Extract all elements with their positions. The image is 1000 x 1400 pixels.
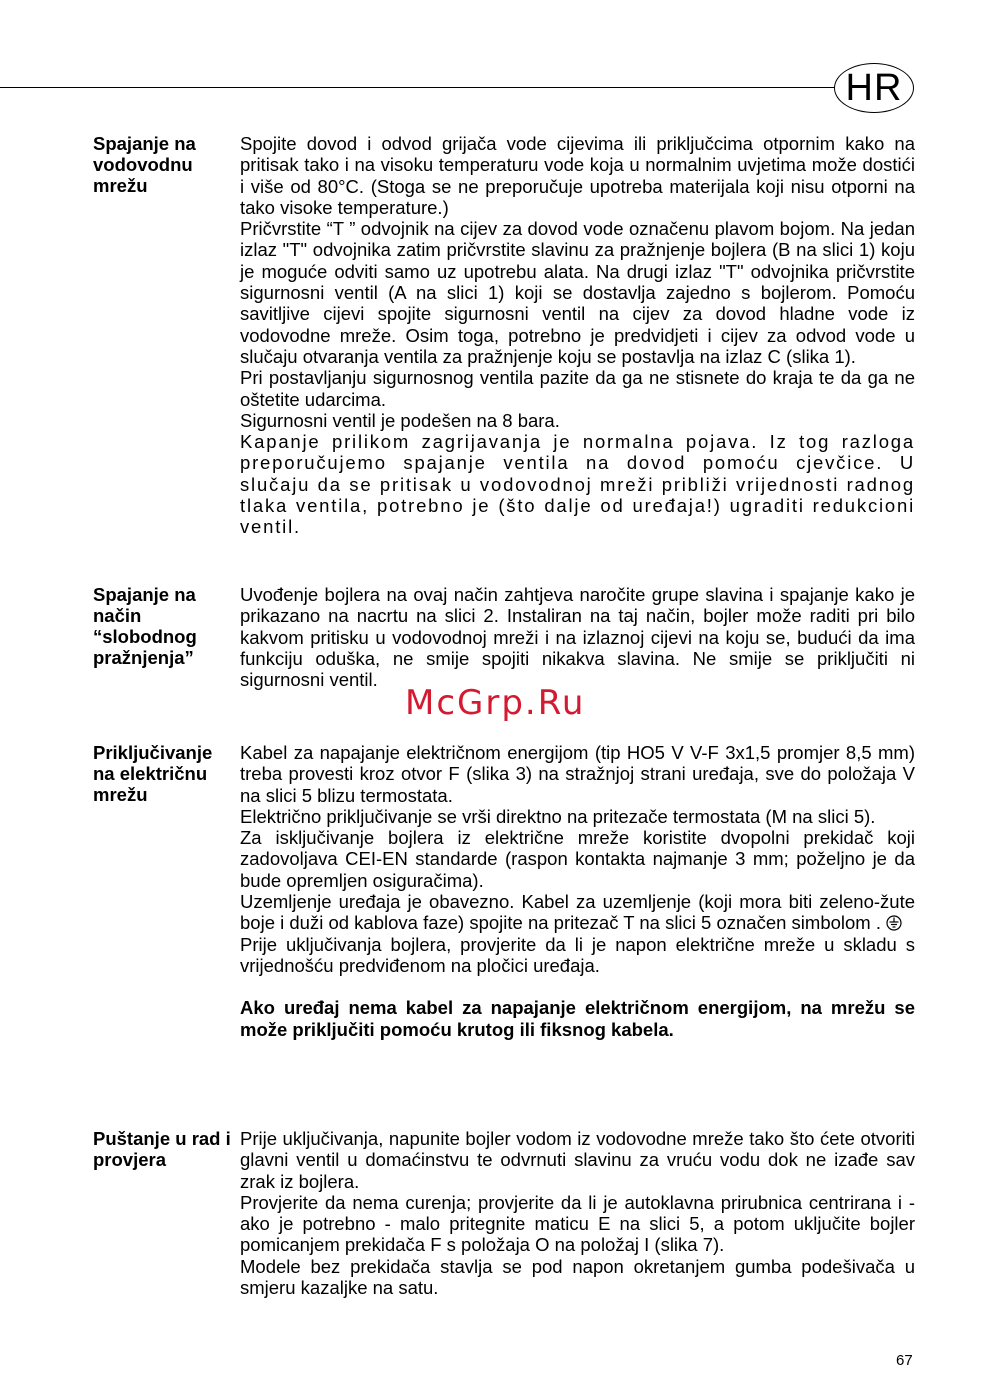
paragraph: Provjerite da nema curenja; provjerite da li je autoklavna prirubnica centrirana i - ako je potrebno - malo pritegnite maticu E na slici 5, a potom uključite bojler pomicanjem prekidača F s položaja O na položaj I (slika 7).	[240, 1191, 915, 1256]
paragraph: Za isključivanje bojlera iz električne mreže koristite dvopolni prekidač koji zadovoljava CEI-EN standarde (raspon kontakta najmanje 3 mm; poželjno je da bude opremljen osiguračima).	[240, 827, 915, 891]
ground-symbol-icon	[886, 915, 902, 931]
paragraph-text: Uzemljenje uređaja je obavezno. Kabel za uzemljenje (koji mora biti zeleno-žute boje i duži od kablova faze) spojite na pritezač T na slici 5 označen simbolom .	[240, 891, 915, 934]
paragraph: Modele bez prekidača stavlja se pod napon okretanjem gumba podešivača u smjeru kazaljke na satu.	[240, 1255, 915, 1299]
section-body	[240, 1128, 915, 1298]
paragraph: Pri postavljanju sigurnosnog ventila pazite da ga ne stisnete do kraja te da ga ne oštetite udarcima.	[240, 367, 915, 410]
paragraph: Sigurnosni ventil je podešen na 8 bara.	[240, 409, 560, 431]
section-body	[240, 133, 915, 538]
section-body	[240, 742, 915, 1040]
paragraph: Uvođenje bojlera na ovaj način zahtjeva naročite grupe slavina i spajanje kako je prikazano na nacrtu na slici 2. Instaliran na taj način, bojler može raditi pri bilo kakvom pritisku u vodovodnoj mreži i na izlaznoj cijevi na koju se, budući da ima funkciju oduška, ne smije spojiti nikakva slavina. Ne smije se priključiti ni sigurnosni ventil.	[240, 584, 915, 691]
paragraph: Prije uključivanja bojlera, provjerite da li je napon električne mreže u skladu s vrijednošću predviđenom na pločici uređaja.	[240, 933, 915, 976]
language-badge: HR	[834, 63, 914, 113]
paragraph: Prije uključivanja, napunite bojler vodom iz vodovodne mreže tako što ćete otvoriti glavni ventil u domaćinstvu te odvrnuti slavinu za vruću vodu dok ne izađe sav zrak iz bojlera.	[240, 1128, 915, 1192]
paragraph: Spojite dovod i odvod grijača vode cijevima ili priključcima otpornim kako na pritisak tako i na visoku temperaturu vode koja u normalnim uvjetima može dostići i više od 80°C. (Stoga se ne preporučuje upotreba materijala koji nisu otporni na tako visoke temperature.)	[240, 133, 915, 218]
warning-paragraph: Ako uređaj nema kabel za napajanje električnom energijom, na mrežu se može priključiti pomoću krutog ili fiksnog kabela.	[240, 997, 915, 1040]
paragraph-earthing	[240, 891, 915, 934]
page-number: 67	[896, 1352, 913, 1369]
section-body	[240, 584, 915, 690]
paragraph: Električno priključivanje se vrši direktno na pritezače termostata (M na slici 5).	[240, 805, 876, 827]
paragraph: Kabel za napajanje električnom energijom (tip HO5 V V-F 3x1,5 promjer 8,5 mm) treba provesti kroz otvor F (slika 3) na stražnjoj strani uređaja, sve do položaja V na slici 5 blizu termostata.	[240, 742, 915, 806]
section-heading: Priključivanje na električnu mrežu	[93, 742, 213, 805]
paragraph: Pričvrstite “T ” odvojnik na cijev za dovod vode označenu plavom bojom. Na jedan izlaz "T" odvojnika zatim pričvrstite slavinu za pražnjenje bojlera (B na slici 1) koju je moguće odviti samo uz upotrebu alata. Na drugi izlaz "T" odvojnika pričvrstite sigurnosni ventil (A na slici 1) koji se dostavlja zajedno s bojlerom. Pomoću savitljive cijevi spojite sigurnosni ventil na cijev za dovod hladne vode iz vodovodne mreže. Osim toga, potrebno je predvidjeti i cijev za odvod vode u slučaju otvaranja ventila za pražnjenje koju se postavlja na izlaz C (slika 1).	[240, 218, 915, 367]
header-rule	[0, 87, 840, 88]
paragraph: Kapanje prilikom zagrijavanja je normalna pojava. Iz tog razloga preporučujemo spajanje ventila na dovod pomoću cjevčice. U slučaju da se pritisak u vodovodnoj mreži približi vrijednosti radnog tlaka ventila, potrebno je (što dalje od uređaja!) ugraditi redukcioni ventil.	[240, 431, 915, 538]
section-heading: Spajanje na način “slobodnog pražnjenja”	[93, 584, 197, 668]
watermark: McGrp.Ru	[405, 683, 586, 723]
section-heading: Puštanje u rad i provjera	[93, 1128, 231, 1170]
section-heading: Spajanje na vodovodnu mrežu	[93, 133, 196, 196]
